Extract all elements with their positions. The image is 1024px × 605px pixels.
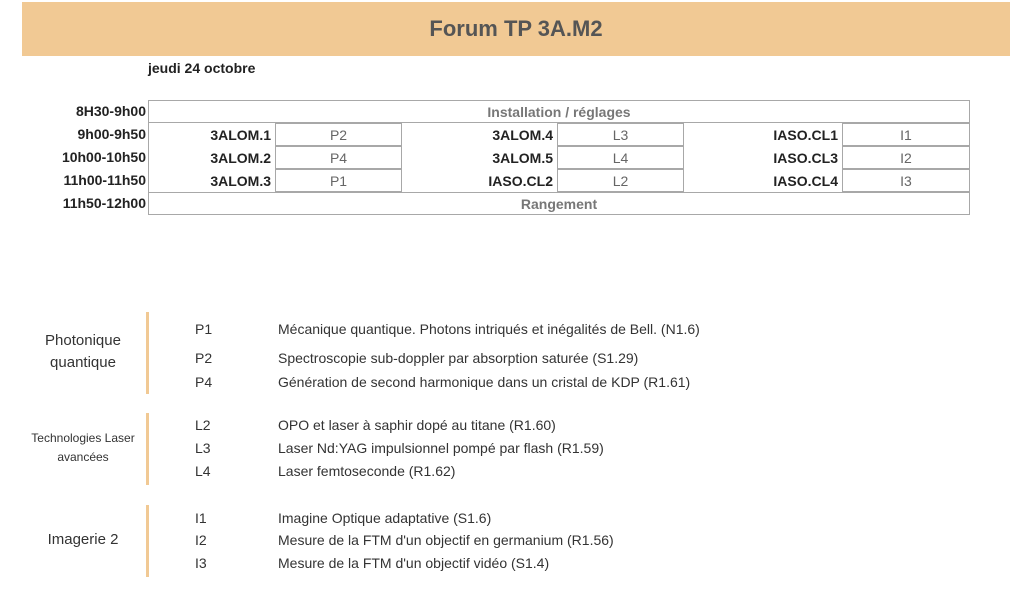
category-label <box>0 429 166 467</box>
code-cell: L2 <box>557 169 684 192</box>
code-cell: L3 <box>557 123 684 146</box>
category-text: Technologies Laser avancées <box>31 431 135 464</box>
category-label: Imagerie 2 <box>47 531 119 548</box>
item-code: P1 <box>195 321 213 337</box>
item-desc: OPO et laser à saphir dopé au titane (R1.60) <box>278 417 556 433</box>
category-bar <box>146 505 149 577</box>
category-bar <box>146 312 149 394</box>
group-cell: IASO.CL3 <box>773 149 838 166</box>
item-code: I1 <box>195 510 207 526</box>
item-desc: Imagine Optique adaptative (S1.6) <box>278 510 492 526</box>
group-cell: 3ALOM.2 <box>210 149 271 166</box>
code-cell: I1 <box>842 123 970 146</box>
group-cell: 3ALOM.4 <box>492 126 553 143</box>
date-label: jeudi 24 octobre <box>148 60 256 76</box>
code-cell: P1 <box>275 169 402 192</box>
item-desc: Spectroscopie sub-doppler par absorption saturée (S1.29) <box>278 350 639 366</box>
legend-section-photonique <box>0 312 1024 394</box>
legend-section-imagerie <box>0 505 1024 577</box>
item-desc: Génération de second harmonique dans un cristal de KDP (R1.61) <box>278 374 691 390</box>
group-cell: IASO.CL1 <box>773 126 838 143</box>
code-cell: I3 <box>842 169 970 192</box>
time-slot: 11h50-12h00 <box>62 195 146 211</box>
group-cell: 3ALOM.1 <box>210 126 271 143</box>
item-code: L2 <box>195 417 211 433</box>
item-code: L4 <box>195 463 211 479</box>
item-code: P4 <box>195 374 213 390</box>
group-cell: IASO.CL2 <box>488 172 553 189</box>
legend-section-laser <box>0 413 1024 485</box>
rangement-cell: Rangement <box>148 192 970 215</box>
code-cell: P2 <box>275 123 402 146</box>
item-code: I2 <box>195 532 207 548</box>
page-title: Forum TP 3A.M2 <box>429 16 603 41</box>
item-code: I3 <box>195 555 207 571</box>
code-cell: I2 <box>842 146 970 169</box>
time-slot: 10h00-10h50 <box>61 149 146 165</box>
item-desc: Mécanique quantique. Photons intriqués et inégalités de Bell. (N1.6) <box>278 321 700 337</box>
group-cell: 3ALOM.3 <box>210 172 271 189</box>
code-cell: L4 <box>557 146 684 169</box>
code-cell: P4 <box>275 146 402 169</box>
category-label <box>0 330 166 374</box>
item-code: P2 <box>195 350 213 366</box>
time-slot: 11h00-11h50 <box>63 172 146 188</box>
item-desc: Laser Nd:YAG impulsionnel pompé par flash (R1.59) <box>278 440 604 456</box>
item-desc: Mesure de la FTM d'un objectif vidéo (S1.4) <box>278 555 550 571</box>
installation-cell: Installation / réglages <box>148 100 970 123</box>
time-slot: 9h00-9h50 <box>77 126 146 142</box>
item-desc: Laser femtoseconde (R1.62) <box>278 463 456 479</box>
group-cell: IASO.CL4 <box>773 172 838 189</box>
category-bar <box>146 413 149 485</box>
category-text: Photonique quantique <box>45 332 121 371</box>
item-desc: Mesure de la FTM d'un objectif en germanium (R1.56) <box>278 532 614 548</box>
item-code: L3 <box>195 440 211 456</box>
time-slot: 8H30-9h00 <box>75 103 146 119</box>
group-cell: 3ALOM.5 <box>492 149 553 166</box>
schedule-table <box>148 100 970 215</box>
title-banner <box>22 2 1010 56</box>
